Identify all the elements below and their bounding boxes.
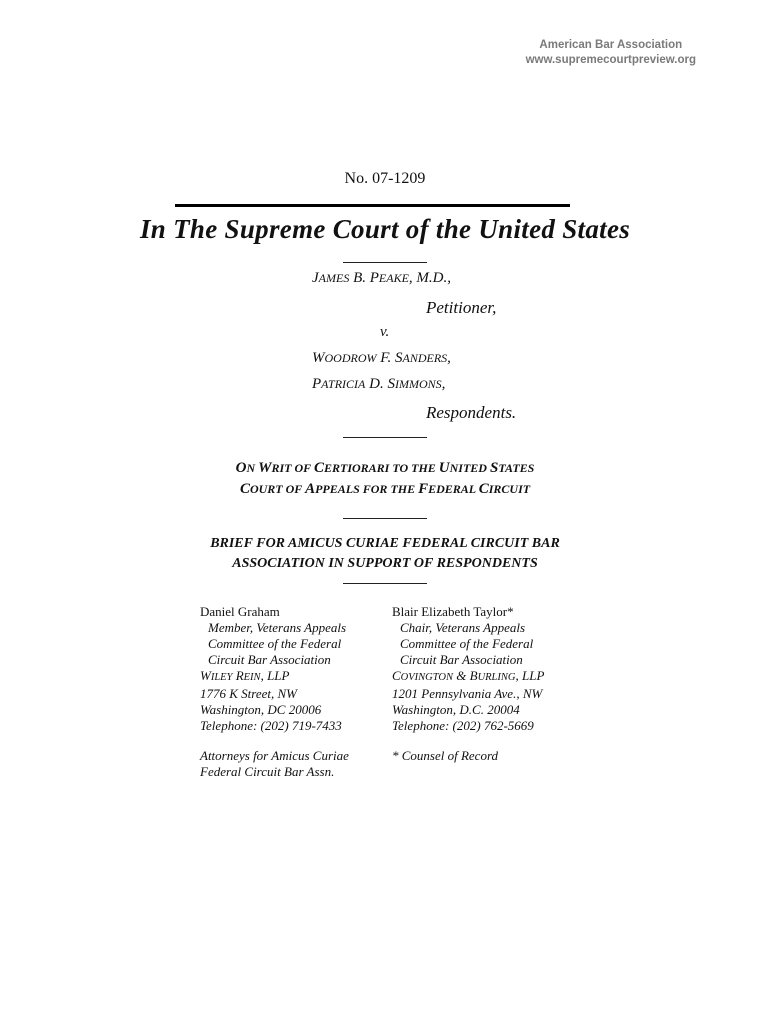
divider-2 xyxy=(343,437,427,438)
respondent2-mid: D. xyxy=(365,376,388,392)
caption-line2-segment-2: A xyxy=(305,481,316,497)
petitioner-first-cap: J xyxy=(312,270,319,286)
versus: v. xyxy=(380,324,390,340)
caption-line2-segment-3: PPEALS FOR THE xyxy=(315,482,419,496)
writ-caption-line-1 xyxy=(0,458,770,479)
counsel-right-phone: Telephone: (202) 762-5669 xyxy=(392,718,534,733)
firm-left-d: EIN xyxy=(243,672,261,683)
aba-organization: American Bar Association xyxy=(539,39,683,51)
respondent2-end: , xyxy=(441,376,446,392)
petitioner-suffix: , M.D., xyxy=(408,270,451,286)
counsel-right-firm xyxy=(392,668,544,686)
counsel-left-firm xyxy=(200,668,349,686)
caption-line1-segment-6: U xyxy=(438,460,450,476)
respondent2-first-cap: P xyxy=(312,376,322,392)
respondent-role: Respondents. xyxy=(426,403,517,422)
court-title: In The Supreme Court of the United States xyxy=(139,214,631,244)
caption-line1-segment-3: RIT OF xyxy=(271,461,314,475)
respondent2-last-cap: S xyxy=(387,376,395,392)
counsel-right-address-2: Washington, D.C. 20004 xyxy=(392,702,520,717)
title-rule xyxy=(175,204,570,207)
caption-line2-segment-0: C xyxy=(239,481,250,497)
counsel-right-address-1: 1201 Pennsylvania Ave., NW xyxy=(392,686,543,701)
counsel-left-role-1: Attorneys for Amicus Curiae xyxy=(200,748,349,763)
caption-line2-segment-1: OURT OF xyxy=(249,482,306,496)
caption-line1-segment-1: N xyxy=(246,461,259,475)
firm-left-a: W xyxy=(200,668,211,683)
respondent-2 xyxy=(312,376,445,393)
counsel-left-address-1: 1776 K Street, NW xyxy=(200,686,298,701)
firm-left-b: ILEY xyxy=(210,672,233,683)
respondent2-last-rest: IMMONS xyxy=(394,377,442,391)
petitioner-first-rest: AMES xyxy=(318,271,350,285)
counsel-left-phone: Telephone: (202) 719-7433 xyxy=(200,718,342,733)
caption-line1-segment-0: O xyxy=(235,460,247,476)
aba-website: www.supremecourtpreview.org xyxy=(525,54,696,66)
respondent2-first-rest: ATRICIA xyxy=(321,377,366,391)
divider-1 xyxy=(343,262,427,263)
writ-caption-line-2 xyxy=(0,479,770,500)
counsel-left-title-1: Member, Veterans Appeals xyxy=(208,620,347,635)
caption-line1-segment-8: S xyxy=(489,460,499,476)
counsel-right-title-2: Committee of the Federal xyxy=(400,636,534,651)
respondent1-mid: F. xyxy=(376,350,395,366)
counsel-left-address-2: Washington, DC 20006 xyxy=(200,702,322,717)
respondent1-end: , xyxy=(447,350,451,366)
petitioner-role: Petitioner, xyxy=(426,298,497,317)
caption-line2-segment-5: EDERAL xyxy=(428,482,479,496)
counsel-left-role-2: Federal Circuit Bar Assn. xyxy=(200,764,335,779)
firm-right-b: OVINGTON xyxy=(400,672,453,683)
divider-3 xyxy=(343,518,427,519)
counsel-right-title-1: Chair, Veterans Appeals xyxy=(400,620,526,635)
divider-4 xyxy=(343,583,427,584)
petitioner-initial: B. xyxy=(349,270,370,286)
counsel-left-title-2: Committee of the Federal xyxy=(208,636,342,651)
caption-line2-segment-6: C xyxy=(478,481,489,497)
caption-line2-segment-4: F xyxy=(418,481,429,497)
caption-line1-segment-9: TATES xyxy=(498,461,535,475)
firm-left-e: , LLP xyxy=(260,668,290,683)
brief-title xyxy=(0,534,770,574)
firm-left-c: R xyxy=(232,668,244,683)
respondent1-first-cap: W xyxy=(312,350,325,366)
docket-number: No. 07-1209 xyxy=(344,170,426,187)
writ-caption xyxy=(0,458,770,500)
respondent1-last-rest: ANDERS xyxy=(402,351,448,365)
counsel-right xyxy=(392,604,544,764)
respondent1-last-cap: S xyxy=(394,350,403,366)
firm-right-e: , LLP xyxy=(515,668,545,683)
firm-right-d: URLING xyxy=(477,672,516,683)
counsel-left xyxy=(200,604,349,780)
firm-right-a: C xyxy=(392,668,401,683)
counsel-record-note: * Counsel of Record xyxy=(392,748,499,763)
caption-line1-segment-7: NITED xyxy=(449,461,490,475)
petitioner-last-rest: EAKE xyxy=(378,271,409,285)
brief-title-line-2: ASSOCIATION IN SUPPORT OF RESPONDENTS xyxy=(232,556,538,571)
brief-title-line-1: BRIEF FOR AMICUS CURIAE FEDERAL CIRCUIT BAR xyxy=(210,536,560,551)
respondent-1 xyxy=(312,350,451,367)
caption-line1-segment-2: W xyxy=(258,460,272,476)
caption-line1-segment-5: ERTIORARI TO THE xyxy=(323,461,439,475)
counsel-left-name: Daniel Graham xyxy=(200,604,280,619)
petitioner-name xyxy=(312,270,451,287)
petitioner-last-cap: P xyxy=(369,270,379,286)
caption-line2-segment-7: IRCUIT xyxy=(488,482,531,496)
respondent1-first-rest: OODROW xyxy=(324,351,377,365)
counsel-right-name: Blair Elizabeth Taylor* xyxy=(392,604,514,619)
counsel-right-title-3: Circuit Bar Association xyxy=(400,652,523,667)
counsel-left-title-3: Circuit Bar Association xyxy=(208,652,331,667)
aba-header xyxy=(526,38,696,68)
caption-line1-segment-4: C xyxy=(313,460,324,476)
firm-right-c: & B xyxy=(453,668,478,683)
